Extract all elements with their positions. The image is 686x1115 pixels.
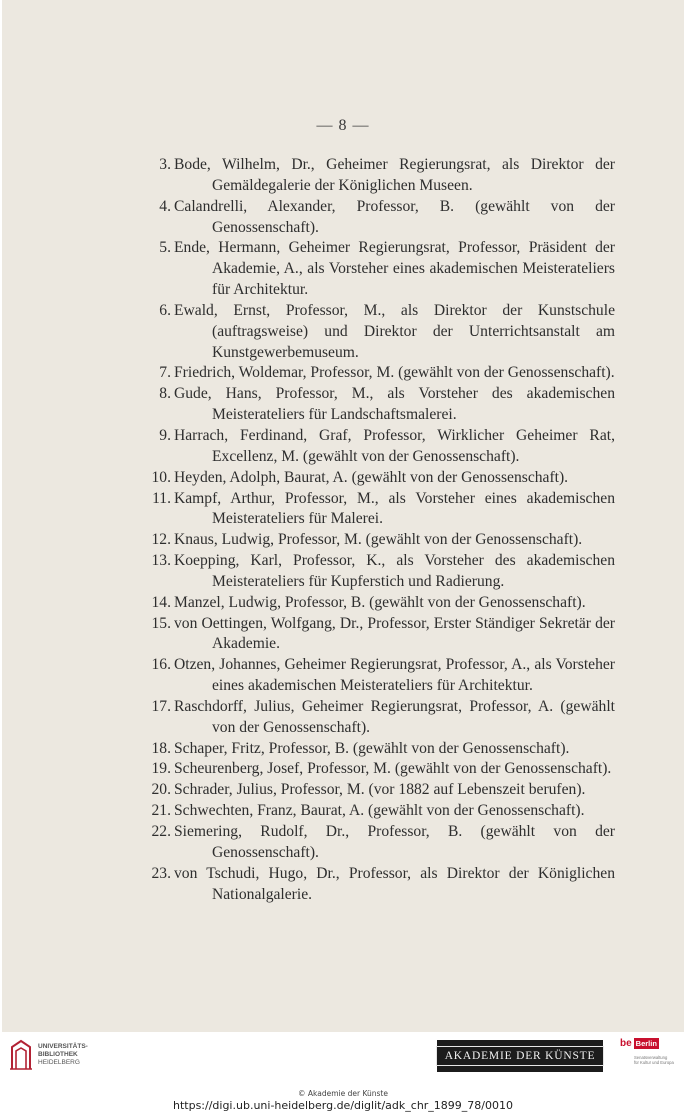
list-item [137, 155, 615, 197]
entry-text: Calandrelli, Alexander, Professor, B. (gewählt von der Genossenschaft). [174, 197, 615, 236]
entry-number: 10. [151, 468, 171, 486]
list-item [137, 363, 615, 384]
entry-number: 19. [151, 760, 171, 778]
permalink-url[interactable]: https://digi.ub.uni-heidelberg.de/diglit/adk_chr_1899_78/0010 [172, 1099, 514, 1112]
list-item [137, 551, 615, 593]
university-library-logo[interactable] [8, 1039, 88, 1071]
berlin-logo-mark [620, 1038, 676, 1049]
ub-line-1: UNIVERSITÄTS- [38, 1043, 88, 1050]
scanned-page [2, 0, 684, 1032]
entry-text: Ewald, Ernst, Professor, M., als Direktor der Kunstschule (auftragsweise) und Direktor der Unterrichtsanstalt am Kunstgewerbemuseum. [174, 301, 615, 361]
entry-number: 15. [151, 614, 171, 632]
entry-number: 4. [159, 197, 171, 215]
entry-text: Ende, Hermann, Geheimer Regierungsrat, Professor, Präsident der Akademie, A., als Vorsteher eines akademischen Meisterateliers für Architektur. [174, 239, 615, 299]
member-list [137, 155, 615, 905]
list-item [137, 468, 615, 489]
list-item [137, 739, 615, 760]
entry-number: 8. [159, 385, 171, 403]
footer [0, 1032, 686, 1115]
list-item [137, 759, 615, 780]
berlin-prefix: be [620, 1038, 632, 1049]
entry-number: 16. [151, 656, 171, 674]
entry-text: Schrader, Julius, Professor, M. (vor 1882 auf Lebenszeit berufen). [174, 781, 586, 799]
entry-number: 14. [151, 593, 171, 611]
entry-text: Harrach, Ferdinand, Graf, Professor, Wirklicher Geheimer Rat, Excellenz, M. (gewählt von der Genossenschaft). [174, 426, 615, 465]
academy-label: AKADEMIE DER KÜNSTE [436, 1046, 605, 1066]
entry-text: Friedrich, Woldemar, Professor, M. (gewählt von der Genossenschaft). [174, 364, 615, 382]
entry-number: 21. [151, 802, 171, 820]
list-item [137, 801, 615, 822]
list-item [137, 384, 615, 426]
list-item [137, 864, 615, 906]
entry-number: 20. [151, 781, 171, 799]
berlin-sub-line-2: für Kultur und Europa [634, 1060, 674, 1065]
list-item [137, 593, 615, 614]
list-item [137, 655, 615, 697]
list-item [137, 822, 615, 864]
university-library-name [38, 1043, 88, 1067]
entry-text: Koepping, Karl, Professor, K., als Vorsteher des akademischen Meisterateliers für Kupferstich und Radierung. [174, 552, 615, 590]
entry-number: 23. [151, 864, 171, 882]
list-item [137, 197, 615, 239]
academy-logo[interactable] [437, 1040, 603, 1072]
entry-number: 3. [159, 156, 171, 173]
entry-text: Kampf, Arthur, Professor, M., als Vorsteher eines akademischen Meisterateliers für Malerei. [174, 489, 615, 528]
list-item [137, 780, 615, 801]
list-item [137, 426, 615, 468]
entry-text: Scheurenberg, Josef, Professor, M. (gewählt von der Genossenschaft). [174, 760, 612, 778]
entry-text: Gude, Hans, Professor, M., als Vorsteher des akademischen Meisterateliers für Landschaftsmalerei. [174, 385, 615, 424]
entry-text: Knaus, Ludwig, Professor, M. (gewählt von der Genossenschaft). [174, 531, 583, 549]
list-item [137, 697, 615, 739]
entry-number: 13. [151, 552, 171, 570]
entry-text: von Tschudi, Hugo, Dr., Professor, als Direktor der Königlichen Nationalgalerie. [174, 864, 615, 903]
entry-text: Raschdorff, Julius, Geheimer Regierungsrat, Professor, A. (gewählt von der Genossenschaft). [174, 697, 615, 736]
list-item [137, 489, 615, 531]
entry-number: 11. [152, 489, 171, 507]
entry-number: 12. [151, 531, 171, 549]
entry-text: Siemering, Rudolf, Dr., Professor, B. (gewählt von der Genossenschaft). [174, 823, 615, 861]
entry-text: Manzel, Ludwig, Professor, B. (gewählt von der Genossenschaft). [174, 593, 586, 611]
list-item [137, 238, 615, 301]
list-item [137, 530, 615, 551]
entry-number: 5. [159, 239, 171, 257]
ub-line-2: BIBLIOTHEK [38, 1051, 78, 1058]
copyright-notice: © Akademie der Künste [298, 1089, 388, 1098]
entry-text: Heyden, Adolph, Baurat, A. (gewählt von der Genossenschaft). [174, 468, 569, 486]
list-item [137, 301, 615, 364]
entry-number: 9. [159, 426, 171, 444]
entry-text: Bode, Wilhelm, Dr., Geheimer Regierungsrat, als Direktor der Gemäldegalerie der Königlichen Museen. [174, 156, 615, 194]
list-item [137, 614, 615, 656]
berlin-senate-logo[interactable] [620, 1038, 676, 1078]
entry-text: Schaper, Fritz, Professor, B. (gewählt von der Genossenschaft). [174, 739, 570, 757]
berlin-subtitle [620, 1055, 676, 1065]
entry-number: 7. [159, 364, 171, 382]
entry-text: von Oettingen, Wolfgang, Dr., Professor, Erster Ständiger Sekretär der Akademie. [174, 614, 615, 653]
entry-number: 18. [151, 739, 171, 757]
entry-number: 6. [159, 301, 171, 319]
entry-number: 17. [151, 697, 171, 715]
entry-text: Schwechten, Franz, Baurat, A. (gewählt von der Genossenschaft). [174, 802, 585, 820]
page-number: — 8 — [316, 117, 370, 134]
berlin-tag: Berlin [635, 1039, 657, 1048]
entry-number: 22. [151, 823, 171, 840]
ub-line-3: HEIDELBERG [38, 1059, 80, 1066]
university-library-logo-icon [8, 1039, 34, 1071]
berlin-sub-line-1: Senatsverwaltung [634, 1055, 668, 1060]
entry-text: Otzen, Johannes, Geheimer Regierungsrat, Professor, A., als Vorsteher eines akademischen Meisterateliers für Architektur. [174, 656, 615, 695]
